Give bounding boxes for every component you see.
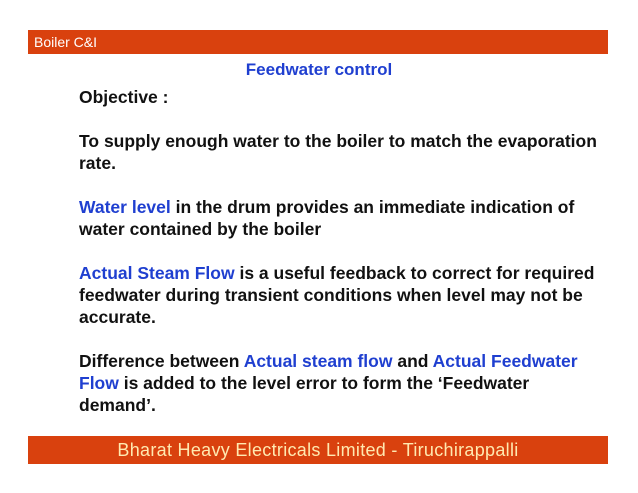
steam-flow-paragraph	[79, 262, 599, 328]
difference-prefix: Difference between	[79, 351, 244, 371]
footer-label: Bharat Heavy Electricals Limited - Tiruchirappalli	[117, 440, 519, 460]
actual-steam-flow-highlight: Actual steam flow	[243, 351, 393, 371]
objective-text: To supply enough water to the boiler to match the evaporation rate.	[79, 131, 597, 173]
footer-bar	[28, 436, 608, 464]
water-level-text: in the drum provides an immediate indication of water contained by the boiler	[79, 197, 575, 239]
objective-heading: Objective :	[79, 87, 169, 107]
actual-feedwater-flow-highlight: Actual Feedwater Flow	[79, 351, 578, 393]
difference-suffix: is added to the level error to form the ‘Feedwater demand’.	[79, 373, 530, 415]
header-label: Boiler C&I	[34, 34, 98, 50]
steam-flow-highlight: Actual Steam Flow	[79, 263, 235, 283]
steam-flow-text: is a useful feedback to correct for required feedwater during transient conditions when level may not be accurate.	[79, 263, 595, 327]
difference-paragraph	[79, 350, 599, 416]
slide-content	[79, 86, 599, 438]
water-level-highlight: Water level	[79, 197, 171, 217]
water-level-paragraph	[79, 196, 599, 240]
slide-title: Feedwater control	[245, 60, 393, 79]
header-bar	[28, 30, 608, 54]
difference-middle: and	[392, 351, 433, 371]
